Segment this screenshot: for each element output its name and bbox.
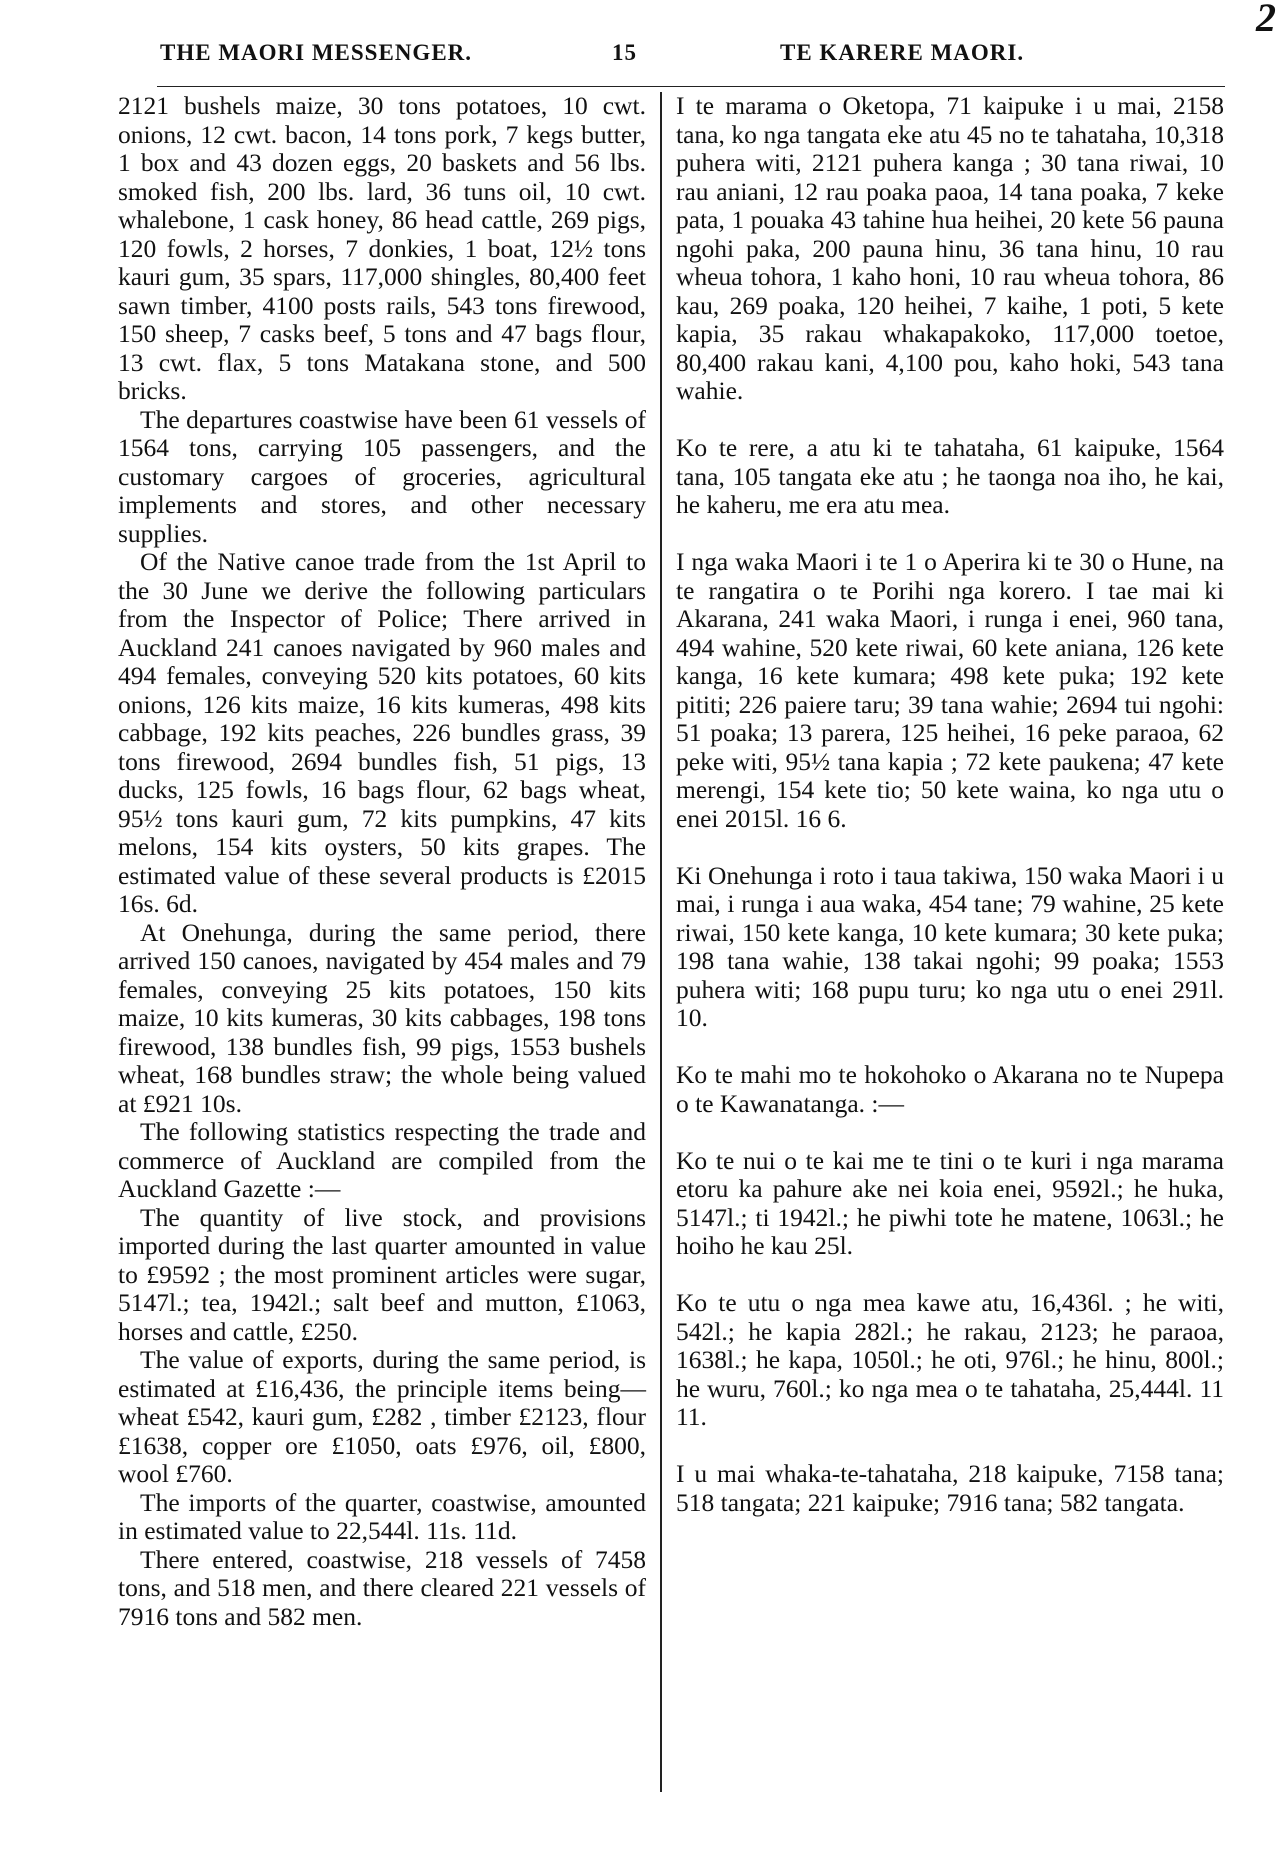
maori-paragraph-vessels: I u mai whaka-te-tahataha, 218 kaipuke, 7158 tana; 518 tangata; 221 kaipuke; 7916 tana; 582 tangata. <box>676 1459 1224 1517</box>
maori-paragraph-departures: Ko te rere, a atu ki te tahataha, 61 kaipuke, 1564 tana, 105 tangata eke atu ; he taonga noa iho, he kai, he kaheru, me era atu mea. <box>676 433 1224 519</box>
header-left-title: THE MAORI MESSENGER. <box>160 40 473 65</box>
maori-column <box>676 92 1224 1517</box>
column-divider <box>660 92 662 1792</box>
corner-mark: 2 <box>1256 0 1276 40</box>
page-number: 15 <box>612 40 637 65</box>
header-rule <box>157 86 1225 87</box>
header-right-title: TE KARERE MAORI. <box>780 40 1025 65</box>
maori-paragraph-canoe-trade: I nga waka Maori i te 1 o Aperira ki te 30 o Hune, na te rangatira o te Porihi nga korero. I tae mai ki Akarana, 241 waka Maori, i runga i enei, 960 tana, 494 wahine, 520 kete riwai, 60 kete aniana, 126 kete kanga, 16 kete kumara; 498 kete puka; 192 kete pititi; 226 paiere taru; 39 tana wahie; 2694 tui ngohi: 51 poaka; 13 parera, 125 heihei, 16 peke paraoa, 62 peke witi, 95½ tana kapia ; 72 kete paukena; 47 kete merengi, 154 kete tio; 50 kete waina, ko nga utu o enei 2015l. 16 6. <box>676 547 1224 833</box>
english-paragraph-vessels: There entered, coastwise, 218 vessels of 7458 tons, and 518 men, and there cleared 221 vessels of 7916 tons and 582 men. <box>118 1544 646 1631</box>
english-paragraph-imports: The quantity of live stock, and provisions imported during the last quarter amounted in value to £9592 ; the most prominent articles were sugar, 5147l.; tea, 1942l.; salt beef and mutton, £1063, horses and cattle, £250. <box>118 1202 646 1346</box>
maori-paragraph-onehunga: Ki Onehunga i roto i taua takiwa, 150 waka Maori i u mai, i runga i aua waka, 454 tane; 79 wahine, 25 kete riwai, 150 kete kanga, 10 kete kumara; 30 kete puka; 198 tana wahie, 138 takai ngohi; 99 poaka; 1553 puhera witi; 168 pupu turu; ko nga utu o enei 291l. 10. <box>676 860 1224 1032</box>
english-paragraph-statistics-intro: The following statistics respecting the trade and commerce of Auckland are compiled from the Auckland Gazette :— <box>118 1117 646 1203</box>
maori-paragraph-imports: Ko te nui o te kai me te tini o te kuri i nga marama etoru ka pahure ake nei koia enei, 9592l.; he huka, 5147l.; ti 1942l.; he piwhi tote he matene, 1063l.; he hoiho he kau 25l. <box>676 1145 1224 1260</box>
english-paragraph-departures: The departures coastwise have been 61 vessels of 1564 tons, carrying 105 passengers, and the customary cargoes of groceries, agricultural implements and stores, and other necessary supplies. <box>118 404 646 548</box>
maori-paragraph-exports-value: Ko te utu o nga mea kawe atu, 16,436l. ; he witi, 542l.; he kapia 282l.; he rakau, 2123; he paraoa, 1638l.; he kapa, 1050l.; he oti, 976l.; he hinu, 800l.; he wuru, 760l.; ko nga mea o te tahataha, 25,444l. 11 11. <box>676 1288 1224 1431</box>
english-paragraph-onehunga: At Onehunga, during the same period, there arrived 150 canoes, navigated by 454 males and 79 females, conveying 25 kits potatoes, 150 kits maize, 10 kits kumeras, 30 kits cabbages, 198 tons firewood, 138 bundles fish, 99 pigs, 1553 bushels wheat, 168 bundles straw; the whole being valued at £921 10s. <box>118 917 646 1118</box>
maori-paragraph-october: I te marama o Oketopa, 71 kaipuke i u mai, 2158 tana, ko nga tangata eke atu 45 no te tahataha, 10,318 puhera witi, 2121 puhera kanga ; 30 tana riwai, 10 rau aniani, 12 rau poaka paoa, 14 tana poaka, 7 keke pata, 1 pouaka 43 tahine hua heihei, 20 kete 56 pauna ngohi paka, 200 pauna hinu, 36 tana hinu, 10 rau wheua tohora, 1 kaho honi, 10 rau wheua tohora, 86 kau, 269 poaka, 120 heihei, 7 kaihe, 1 poti, 5 kete kapia, 35 rakau whakapakoko, 117,000 toetoe, 80,400 rakau kani, 4,100 pou, kaho hoki, 543 tana wahie. <box>676 91 1224 405</box>
maori-paragraph-statistics-intro: Ko te mahi mo te hokohoko o Akarana no te Nupepa o te Kawanatanga. :— <box>676 1060 1224 1118</box>
english-paragraph-canoe-trade: Of the Native canoe trade from the 1st April to the 30 June we derive the following particulars from the Inspector of Police; There arrived in Auckland 241 canoes navigated by 960 males and 494 females, conveying 520 kits potatoes, 60 kits onions, 126 kits maize, 16 kits kumeras, 498 kits cabbage, 192 kits peaches, 226 bundles grass, 39 tons firewood, 2694 bundles fish, 51 pigs, 13 ducks, 125 fowls, 16 bags flour, 62 bags wheat, 95½ tons kauri gum, 72 kits pumpkins, 47 kits melons, 154 kits oysters, 50 kits grapes. The estimated value of these several products is £2015 16s. 6d. <box>118 547 646 918</box>
english-column <box>118 92 646 1631</box>
english-paragraph-exports-list: 2121 bushels maize, 30 tons potatoes, 10 cwt. onions, 12 cwt. bacon, 14 tons pork, 7 kegs butter, 1 box and 43 dozen eggs, 20 baskets and 56 lbs. smoked fish, 200 lbs. lard, 36 tuns oil, 10 cwt. whalebone, 1 cask honey, 86 head cattle, 269 pigs, 120 fowls, 2 horses, 7 donkies, 1 boat, 12½ tons kauri gum, 35 spars, 117,000 shingles, 80,400 feet sawn timber, 4100 posts rails, 543 tons firewood, 150 sheep, 7 casks beef, 5 tons and 47 bags flour, 13 cwt. flax, 5 tons Matakana stone, and 500 bricks. <box>118 91 646 405</box>
english-paragraph-exports-value: The value of exports, during the same period, is estimated at £16,436, the principle items being—wheat £542, kauri gum, £282 , timber £2123, flour £1638, copper ore £1050, oats £976, oil, £800, wool £760. <box>118 1345 646 1488</box>
english-paragraph-coastwise-imports: The imports of the quarter, coastwise, amounted in estimated value to 22,544l. 11s. 11d. <box>118 1487 646 1545</box>
